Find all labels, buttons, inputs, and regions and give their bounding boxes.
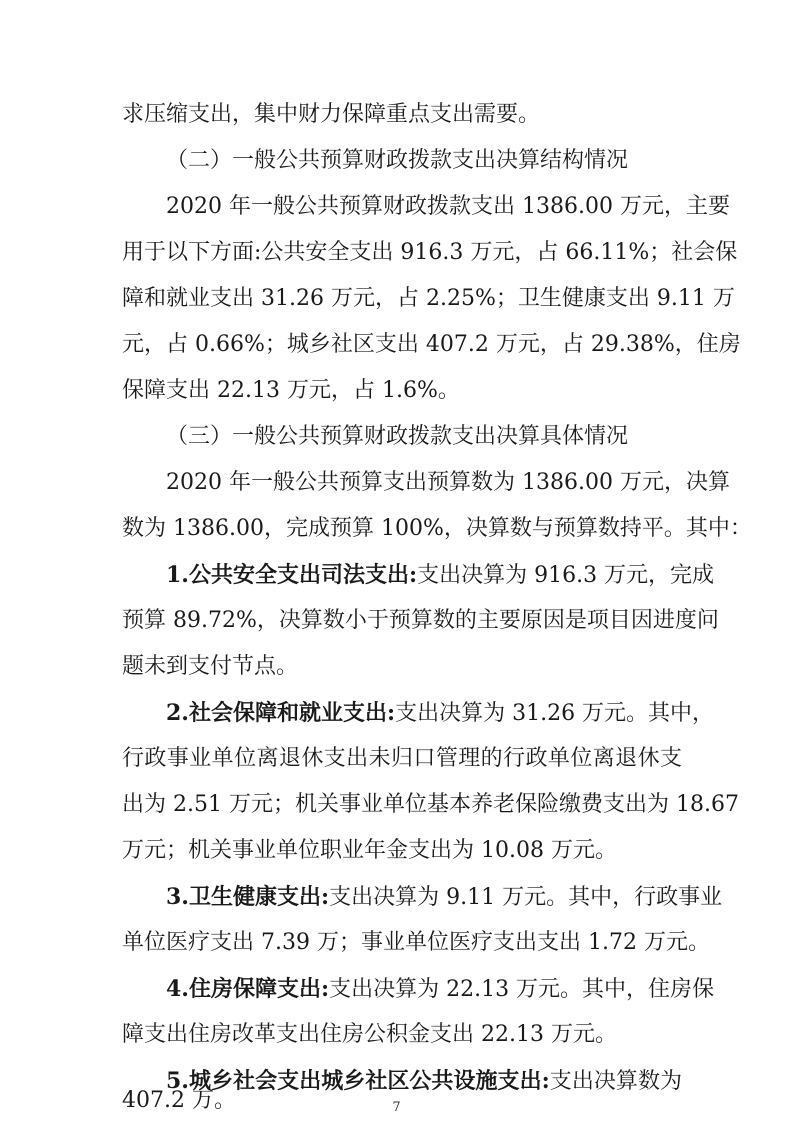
paragraph-line: 407.2 万。 <box>122 1088 236 1113</box>
paragraph-line: 障支出住房改革支出住房公积金支出 22.13 万元。 <box>122 1022 617 1047</box>
list-item-heading: 3.卫生健康支出: <box>166 884 330 910</box>
paragraph-line: 2020 年一般公共预算支出预算数为 1386.00 万元，决算 <box>166 470 730 495</box>
paragraph-line: 单位医疗支出 7.39 万；事业单位医疗支出支出 1.72 万元。 <box>122 930 710 955</box>
list-item-text: 支出决算数为 <box>549 1069 682 1094</box>
paragraph-line: 出为 2.51 万元；机关事业单位基本养老保险缴费支出为 18.67 <box>122 792 739 817</box>
list-item-text: 支出决算为 9.11 万元。其中，行政事业 <box>329 885 723 910</box>
page-number: 7 <box>392 1100 401 1115</box>
paragraph-line: 障和就业支出 31.26 万元，占 2.25%；卫生健康支出 9.11 万 <box>122 286 735 311</box>
paragraph-line: 元，占 0.66%；城乡社区支出 407.2 万元，占 29.38%，住房 <box>122 332 741 357</box>
list-item-heading: 1.公共安全支出司法支出: <box>166 562 418 588</box>
list-item-heading: 2.社会保障和就业支出: <box>166 700 396 726</box>
paragraph-line: 求压缩支出，集中财力保障重点支出需要。 <box>122 102 541 127</box>
paragraph-line: 预算 89.72%，决算数小于预算数的主要原因是项目因进度问 <box>122 608 719 633</box>
list-item-4 <box>166 969 715 1009</box>
paragraph-line: 保障支出 22.13 万元，占 1.6%。 <box>122 378 460 403</box>
list-item-text: 支出决算为 31.26 万元。其中， <box>395 701 715 726</box>
list-item-heading: 5.城乡社会支出城乡社区公共设施支出: <box>166 1068 550 1094</box>
list-item-3 <box>166 877 723 917</box>
list-item-text: 支出决算为 22.13 万元。其中，住房保 <box>329 977 715 1002</box>
list-item-2 <box>166 693 715 733</box>
paragraph-line: 行政事业单位离退休支出未归口管理的行政单位离退休支 <box>122 746 682 771</box>
paragraph-line: 2020 年一般公共预算财政拨款支出 1386.00 万元，主要 <box>166 194 730 219</box>
section-heading: （二）一般公共预算财政拨款支出决算结构情况 <box>166 148 629 173</box>
list-item-1 <box>166 555 715 595</box>
section-heading: （三）一般公共预算财政拨款支出决算具体情况 <box>166 424 629 449</box>
paragraph-line: 题未到支付节点。 <box>122 654 299 679</box>
paragraph-line: 数为 1386.00，完成预算 100%，决算数与预算数持平。其中： <box>122 516 752 541</box>
list-item-text: 支出决算为 916.3 万元，完成 <box>417 563 715 588</box>
paragraph-line: 万元；机关事业单位职业年金支出为 10.08 万元。 <box>122 838 617 863</box>
list-item-heading: 4.住房保障支出: <box>166 976 330 1002</box>
paragraph-line: 用于以下方面:公共安全支出 916.3 万元，占 66.11%；社会保 <box>122 240 738 265</box>
